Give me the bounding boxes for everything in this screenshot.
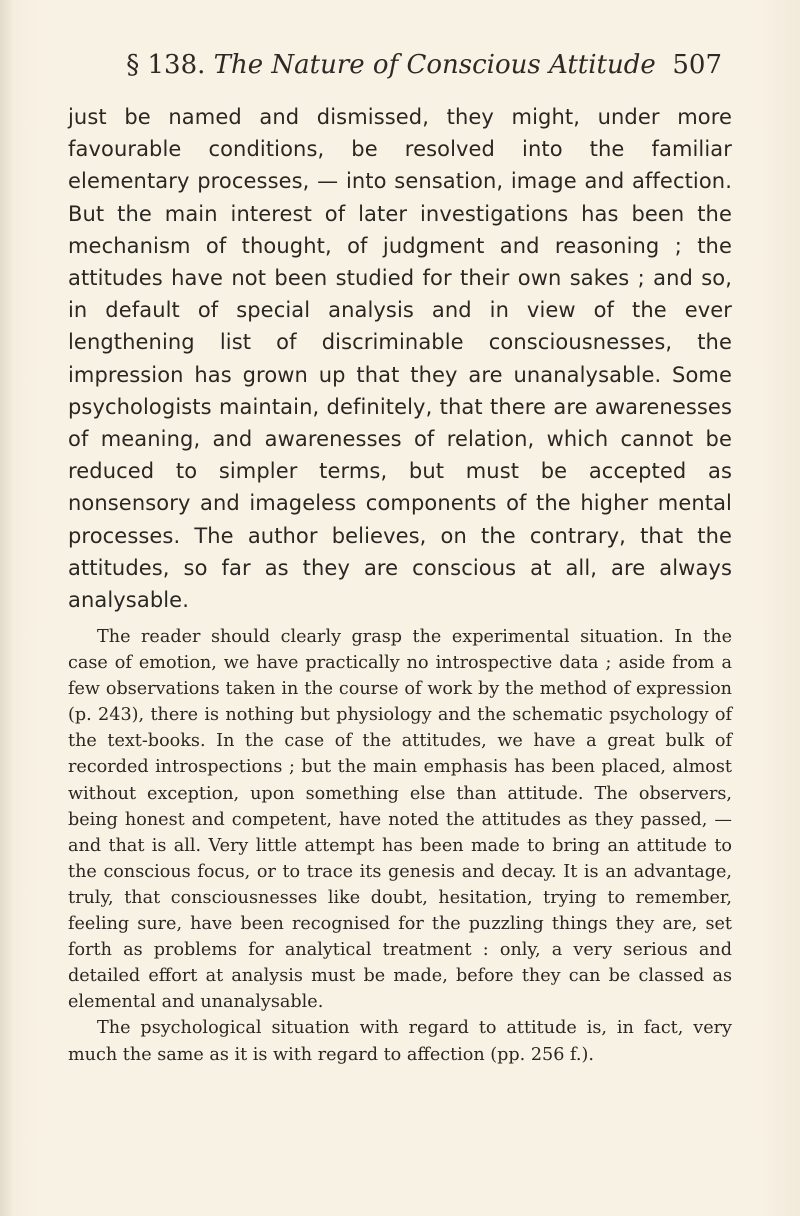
page-number: 507 — [672, 50, 722, 80]
section-number: § 138. — [126, 50, 206, 80]
small-print-block — [68, 624, 732, 1068]
small-paragraph-1: The reader should clearly grasp the experimental situation. In the case of emotion, we have practically no introspective data ; aside from a few observations taken in the course of work by the method of expression (p. 243), there is nothing but physiology and the schematic psychology of the text-books. In the case of the attitudes, we have a great bulk of recorded introspections ; but the main emphasis has been placed, almost without exception, upon something else than attitude. The observers, being honest and competent, have noted the attitudes as they passed, — and that is all. Very little attempt has been made to bring an attitude to the conscious focus, or to trace its genesis and decay. It is an advantage, truly, that consciousnesses like doubt, hesitation, trying to remember, feeling sure, have been recognised for the puzzling things they are, set forth as problems for analytical treatment : only, a very serious and detailed effort at analysis must be made, before they can be classed as elemental and unanalysable. — [68, 627, 732, 1013]
main-paragraph: just be named and dismissed, they might, under more favourable conditions, be resolved into the familiar elementary processes, — into sensation, image and affection. But the main interest of later investigations has been the mechanism of thought, of judgment and reasoning ; the attitudes have not been studied for their own sakes ; and so, in default of special analysis and in view of the ever lengthening list of discriminable consciousnesses, the impression has grown up that they are unanalysable. Some psychologists maintain, definitely, that there are awarenesses of meaning, and awarenesses of relation, which cannot be reduced to simpler terms, but must be accepted as nonsensory and imageless components of the higher mental processes. The author believes, on the contrary, that the attitudes, so far as they are conscious at all, are always analysable. — [68, 105, 732, 613]
chapter-title: The Nature of Conscious Attitude — [213, 50, 656, 80]
running-header — [60, 50, 722, 86]
page-gutter-shadow — [0, 0, 14, 1216]
running-header-center — [60, 50, 722, 80]
small-paragraph-2: The psychological situation with regard to attitude is, in fact, very much the same as it is with regard to affection (pp. 256 f.). — [68, 1018, 732, 1065]
